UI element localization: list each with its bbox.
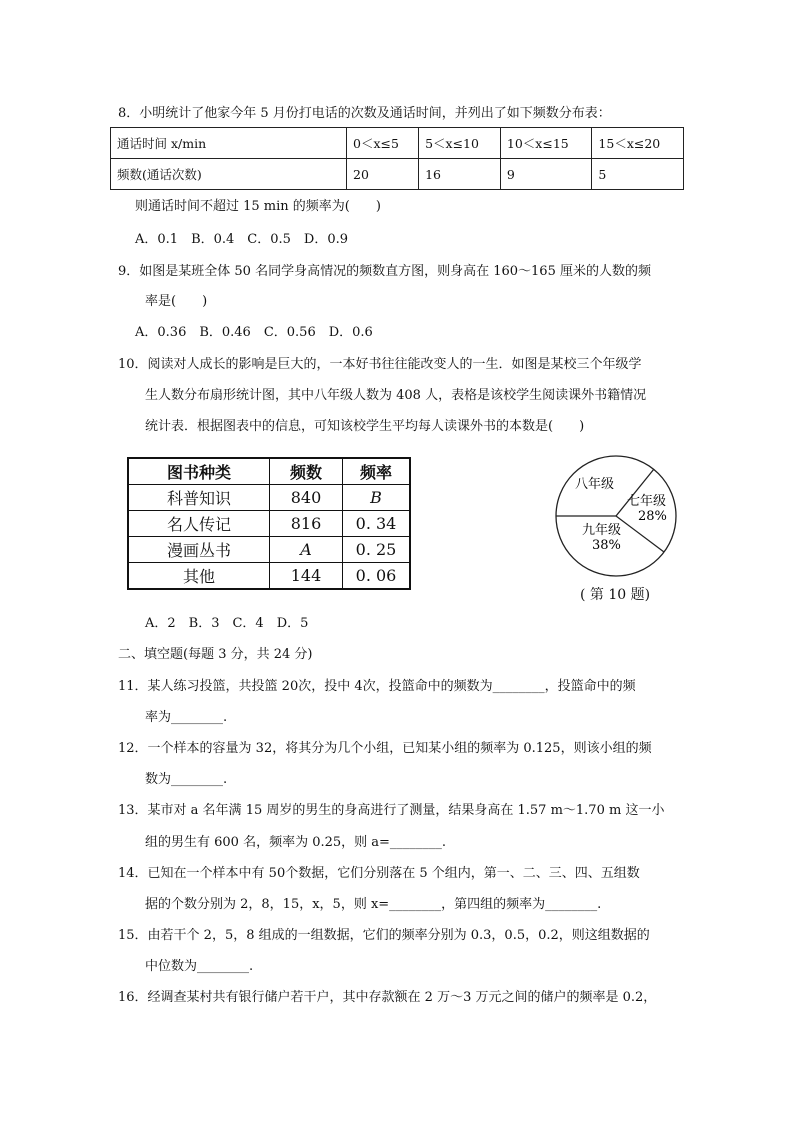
q12-line2: 数为________.	[145, 772, 228, 787]
table-cell	[343, 485, 411, 511]
table-cell-var: B	[370, 488, 382, 507]
table-row	[111, 159, 684, 190]
table-cell: 0＜x≤5	[347, 128, 419, 159]
table-header-cell: 频数	[270, 458, 343, 485]
q14-line2: 据的个数分别为 2，8，15，x，5，则 x=________，第四组的频率为________.	[145, 897, 602, 912]
q16-line1: 16．经调查某村共有银行储户若干户，其中存款额在 2 万～3 万元之间的储户的频率是 0.2，	[118, 990, 657, 1005]
q10-line3: 统计表．根据图表中的信息，可知该校学生平均每人读课外书的本数是( )	[145, 419, 585, 434]
table-row	[128, 537, 410, 563]
q15-line1: 15．由若干个 2，5，8 组成的一组数据，它们的频率分别为 0.3，0.5，0.2，则这组数据的	[118, 928, 650, 943]
table-row	[128, 485, 410, 511]
frequency-table	[110, 127, 684, 190]
table-cell: 9	[500, 159, 592, 190]
table-cell: 频数(通话次数)	[111, 159, 347, 190]
table-cell: 10＜x≤15	[500, 128, 592, 159]
q14-line1: 14．已知在一个样本中有 50个数据，它们分别落在 5 个组内，第一、二、三、四、五组数	[118, 866, 640, 881]
table-cell: 5	[592, 159, 684, 190]
section-title: 二、填空题(每题 3 分，共 24 分)	[118, 647, 313, 662]
table-header-cell: 频率	[343, 458, 411, 485]
q11-line1: 11．某人练习投篮，共投篮 20次，投中 4次，投篮命中的频数为________，投篮命中的频	[118, 679, 636, 694]
table-cell: 15＜x≤20	[592, 128, 684, 159]
table-cell: 通话时间 x/min	[111, 128, 347, 159]
q12-line1: 12．一个样本的容量为 32，将其分为几个小组，已知某小组的频率为 0.125，则该小组的频	[118, 741, 652, 756]
q11-line2: 率为________.	[145, 710, 228, 725]
table-cell: 816	[270, 511, 343, 537]
q13-line2: 组的男生有 600 名，频率为 0.25，则 a=________.	[145, 835, 447, 850]
table-cell: 其他	[128, 563, 270, 590]
q8-question: 则通话时间不超过 15 min 的频率为( )	[135, 199, 381, 214]
table-row	[128, 511, 410, 537]
q15-line2: 中位数为________.	[145, 959, 254, 974]
table-cell: 漫画丛书	[128, 537, 270, 563]
q10-options: A．2 B．3 C．4 D．5	[145, 616, 309, 631]
table-cell: 144	[270, 563, 343, 590]
q9-options: A．0.36 B．0.46 C．0.56 D．0.6	[135, 325, 373, 340]
table-cell: 5＜x≤10	[419, 128, 501, 159]
table-cell: 名人传记	[128, 511, 270, 537]
book-table	[127, 457, 411, 590]
q10-line2: 生人数分布扇形统计图，其中八年级人数为 408 人，表格是该校学生阅读课外书籍情况	[145, 388, 647, 403]
table-row	[111, 128, 684, 159]
table-cell-var: A	[300, 540, 312, 559]
table-cell: 0. 06	[343, 563, 411, 590]
table-cell: 0. 25	[343, 537, 411, 563]
q8-options: A．0.1 B．0.4 C．0.5 D．0.9	[135, 232, 349, 247]
pie-label-ninth: 九年级	[582, 523, 622, 538]
table-cell: 840	[270, 485, 343, 511]
figure-caption: ( 第 10 题)	[580, 587, 651, 603]
table-cell: 16	[419, 159, 501, 190]
q13-line1: 13．某市对 a 名年满 15 周岁的男生的身高进行了测量，结果身高在 1.57 m～1.70 m 这一小	[118, 803, 665, 818]
pie-label-seventh: 七年级	[627, 494, 667, 509]
table-header-cell: 图书种类	[128, 458, 270, 485]
table-cell: 20	[347, 159, 419, 190]
q9-line2: 率是( )	[145, 294, 208, 309]
table-cell	[270, 537, 343, 563]
table-cell: 科普知识	[128, 485, 270, 511]
table-row	[128, 563, 410, 590]
pie-label-eighth: 八年级	[575, 477, 615, 492]
q8-stem: 8．小明统计了他家今年 5 月份打电话的次数及通话时间，并列出了如下频数分布表：	[118, 106, 611, 121]
pie-pct-ninth: 38%	[592, 538, 621, 553]
q9-line1: 9．如图是某班全体 50 名同学身高情况的频数直方图，则身高在 160～165 厘米的人数的频	[118, 264, 651, 279]
table-row	[128, 458, 410, 485]
table-cell: 0. 34	[343, 511, 411, 537]
q10-line1: 10．阅读对人成长的影响是巨大的，一本好书往往能改变人的一生．如图是某校三个年级学	[118, 357, 642, 372]
grade-pie-chart	[552, 453, 682, 579]
pie-pct-seventh: 28%	[638, 509, 667, 524]
